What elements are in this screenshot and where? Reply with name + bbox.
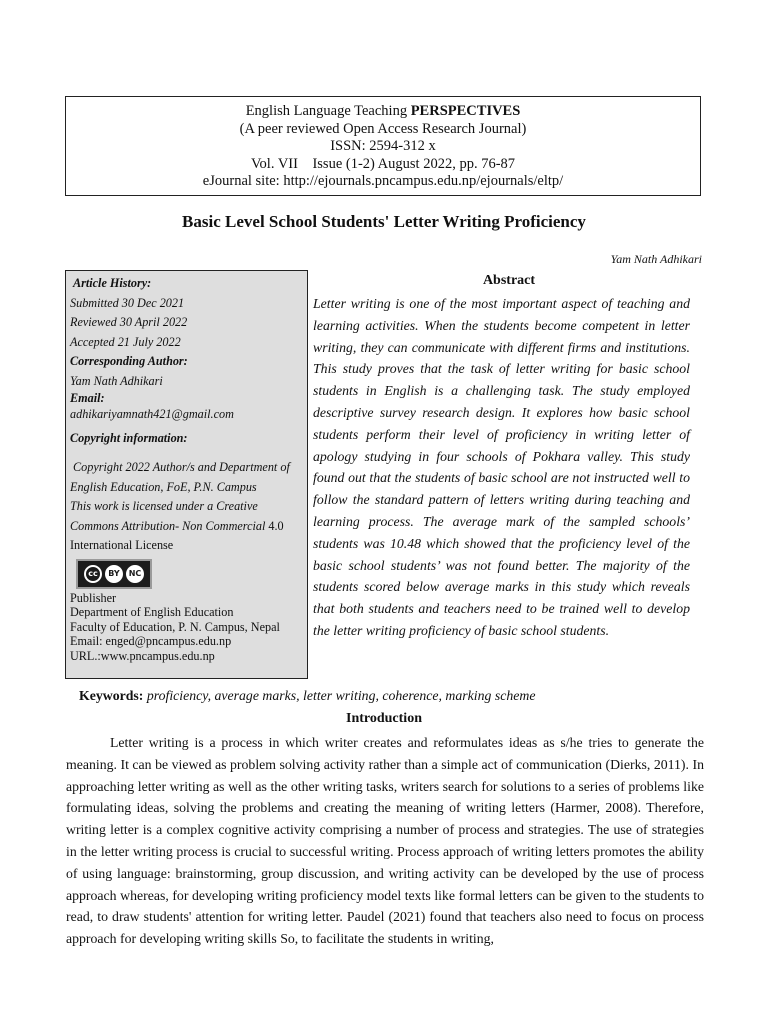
attribution-icon: BY <box>105 565 123 583</box>
corresponding-author-label: Corresponding Author: <box>70 354 188 368</box>
journal-subtitle: (A peer reviewed Open Access Research Journal) <box>239 120 527 137</box>
introduction-paragraph: Letter writing is a process in which writer creates and reformulates ideas as s/he tries to generate the meaning. It can be viewed as problem solving activity rather than a simple act of communication (Dierks, 2011). In approaching letter writing as well as the other writing tasks, writers search for solutions to a series of problems like formulating ideas, solving the problems and creating the meaning of writing letters (Harmer, 2008). Therefore, writing letter is a complex cognitive activity comprising a number of process and strategies. The use of strategies in the letter writing process is crucial to successful writing. Process approach of writing letters promotes the ability of using language: brainstorming, group discussion, and writing activity can be developed by the use of process approach whereas, for developing writing proficiency model texts like formal letters can be given to the students to read, to draw students' attention for writing letter. Paudel (2021) found that teachers also need to focus on process approach for developing writing skills So, to facilitate the students in writing, <box>66 735 704 947</box>
copyright-label: Copyright information: <box>70 430 188 445</box>
journal-issn: ISSN: 2594-312 x <box>330 138 436 154</box>
article-info-box <box>65 270 308 679</box>
journal-site: eJournal site: http://ejournals.pncampus.edu.np/ejournals/eltp/ <box>202 173 564 189</box>
reviewed-date: Reviewed 30 April 2022 <box>70 315 188 329</box>
journal-volume: Vol. VII Issue (1-2) August 2022, pp. 76-87 <box>250 155 516 172</box>
publisher-label: Publisher <box>70 590 117 605</box>
abstract-text: Letter writing is one of the most important aspect of teaching and learning activities. When the students become competent in letter writing, they can communicate with different firms and institutions. This study proves that the task of letter writing for basic school students in English is a challenging task. The study employed descriptive survey research design. It explores how basic school students perform their level of proficiency in writing letter of apology studying in four schools of Pokhara valley. This study found out that the students of basic school are not instructed well to follow the standard pattern of letters writing during teaching and learning process. The average mark of the sampled schools’ students was 10.48 which showed that the proficiency level of the basic school students’ was not found better. The majority of the students scored below average marks in this study which reveals that both students and teachers need to be trained well to develop the letter writing proficiency of basic school students. <box>313 296 690 638</box>
publisher-url[interactable]: URL.:www.pncampus.edu.np <box>70 648 215 663</box>
cc-logo-icon: cc <box>84 565 102 583</box>
article-author: Yam Nath Adhikari <box>610 252 702 266</box>
noncommercial-icon: NC <box>126 565 144 583</box>
cc-license-badge[interactable] <box>76 559 152 589</box>
license-text: This work is licensed under a Creative Commons Attribution- Non Commercial 4.0 International License <box>70 499 284 552</box>
article-history-label: Article History: <box>73 276 152 290</box>
submitted-date: Submitted 30 Dec 2021 <box>70 295 185 310</box>
corresponding-author-name: Yam Nath Adhikari <box>70 373 163 388</box>
keywords <box>79 688 535 704</box>
email-label: Email: <box>70 391 105 405</box>
abstract-heading: Abstract <box>482 273 536 288</box>
author-email[interactable]: adhikariyamnath421@gmail.com <box>70 407 234 421</box>
introduction-heading: Introduction <box>346 711 422 726</box>
copyright-text: Copyright 2022 Author/s and Department of English Education, FoE, P.N. Campus <box>70 460 293 494</box>
publisher-department: Department of English Education <box>70 605 234 619</box>
accepted-date: Accepted 21 July 2022 <box>70 334 181 349</box>
publisher-faculty: Faculty of Education, P. N. Campus, Nepal <box>70 619 280 634</box>
keywords-value: proficiency, average marks, letter writing, coherence, marking scheme <box>143 688 536 703</box>
journal-name: English Language Teaching PERSPECTIVES <box>245 103 521 119</box>
keywords-label: Keywords: <box>79 688 144 703</box>
article-title: Basic Level School Students' Letter Writing Proficiency <box>182 212 586 231</box>
publisher-email[interactable]: Email: enged@pncampus.edu.np <box>70 634 232 648</box>
journal-header <box>65 96 701 196</box>
